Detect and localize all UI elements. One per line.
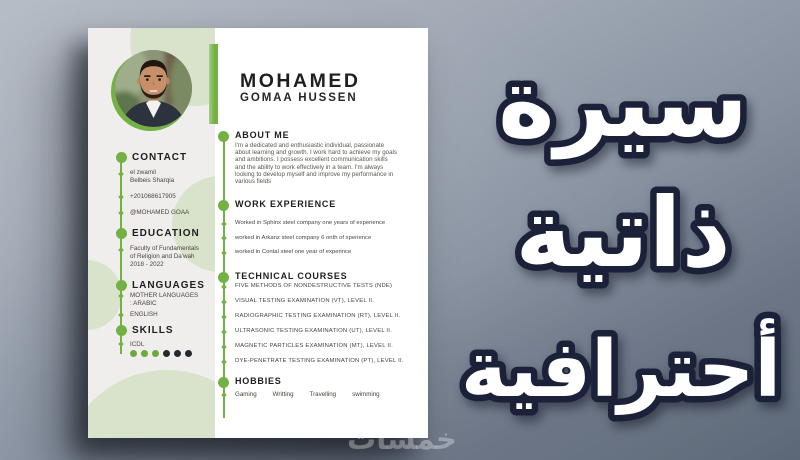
languages-section-dot [116, 280, 127, 291]
courses-section-dot [218, 272, 229, 283]
skill-rating-dot [174, 350, 181, 357]
contact-section-dot [116, 152, 127, 163]
decorative-blob [88, 370, 215, 438]
work-item: worked in Contal steel one year of experince [235, 249, 352, 255]
course-item: RADIOGRAPHIC TESTING EXAMINATION (RT), LEVEL II. [235, 313, 401, 319]
resume-last-name: GOMAA HUSSEN [240, 92, 358, 104]
languages-title: LANGUAGES [132, 280, 205, 291]
education-years: 2018 - 2022 [130, 261, 164, 268]
headline-line3: أحترافية [460, 325, 782, 415]
khamsat-watermark: خمسات [347, 422, 457, 456]
hobbies-title: HOBBIES [235, 376, 282, 386]
course-item: FIVE METHODS OF NONDESTRUCTIVE TESTS (NDE) [235, 283, 393, 289]
education-title: EDUCATION [132, 228, 200, 239]
courses-title: TECHNICAL COURSES [235, 271, 348, 281]
school-line2: of Religion and Da'wah [130, 253, 195, 260]
course-item: VISUAL TESTING EXAMINATION (VT), LEVEL II. [235, 298, 375, 304]
work-list [235, 220, 413, 264]
school-line1: Faculty of Fundamentals [130, 245, 199, 252]
contact-title: CONTACT [132, 152, 188, 163]
hobbies-section-dot [218, 377, 229, 388]
skills-title: SKILLS [132, 325, 174, 336]
skill-rating-dot [163, 350, 170, 357]
skill-rating-dot [185, 350, 192, 357]
about-section-dot [218, 131, 229, 142]
name-accent-bar [209, 44, 218, 124]
language-english: ENGLISH [130, 311, 158, 318]
headline-line1: سيرة [498, 47, 748, 159]
language-line1: MOTHER LANGUAGES [130, 292, 199, 299]
work-section-dot [218, 200, 229, 211]
course-item: MAGNETIC PARTICLES EXAMINATION (MT), LEVEL II. [235, 343, 393, 349]
course-item: DYE-PENETRATE TESTING EXAMINATION (PT), LEVEL II. [235, 358, 404, 364]
portrait-illustration [115, 50, 192, 127]
education-entry [130, 245, 210, 269]
address-line1: el zwamil [130, 169, 156, 176]
course-item: ULTRASONIC TESTING EXAMINATION (UT), LEVEL II. [235, 328, 392, 334]
skills-section-dot [116, 325, 127, 336]
skill-rating-dot [141, 350, 148, 357]
headline-line2: ذاتية [515, 177, 731, 289]
profile-photo [115, 50, 192, 127]
decorative-blob [88, 260, 122, 330]
arabic-headline [438, 8, 792, 444]
resume-first-name: MOHAMED [240, 70, 361, 92]
contact-handle: @MOHAMED GOAA [130, 209, 190, 216]
language-arabic [130, 292, 210, 308]
hobby-item: Gaming [235, 391, 257, 398]
work-item: worked in Arkanz steel company 6 onth of xperience [235, 234, 372, 241]
hobby-item: Travelling [309, 391, 337, 398]
contact-address [130, 169, 210, 185]
courses-list [235, 283, 413, 373]
contact-phone: +201068617905 [130, 193, 176, 200]
skill-rating-dot [152, 350, 159, 357]
hobbies-row [235, 391, 380, 398]
resume-document [88, 28, 428, 438]
education-section-dot [116, 228, 127, 239]
address-line2: Belbeis Sharqia [130, 177, 175, 184]
language-line2: : ARABIC [130, 300, 157, 307]
hobby-item: swimming [352, 391, 380, 398]
work-item: Worked in Sphinx steel company one years of experience [235, 220, 386, 226]
hobby-item: Writting [272, 391, 294, 398]
skill-rating [130, 350, 192, 357]
about-body: I'm a dedicated and enthusiastic individual, passionate about learning and growth. I work hard to achieve my goals and ambitions. I possess excellent communication skills and the ability to work effectively in a team. I'm always looking to develop myself and improve my performance in various fields [235, 142, 397, 186]
skill-rating-dot [130, 350, 137, 357]
work-title: WORK EXPERIENCE [235, 199, 337, 209]
skill-label: ICDL [130, 341, 145, 348]
about-title: ABOUT ME [235, 130, 290, 140]
